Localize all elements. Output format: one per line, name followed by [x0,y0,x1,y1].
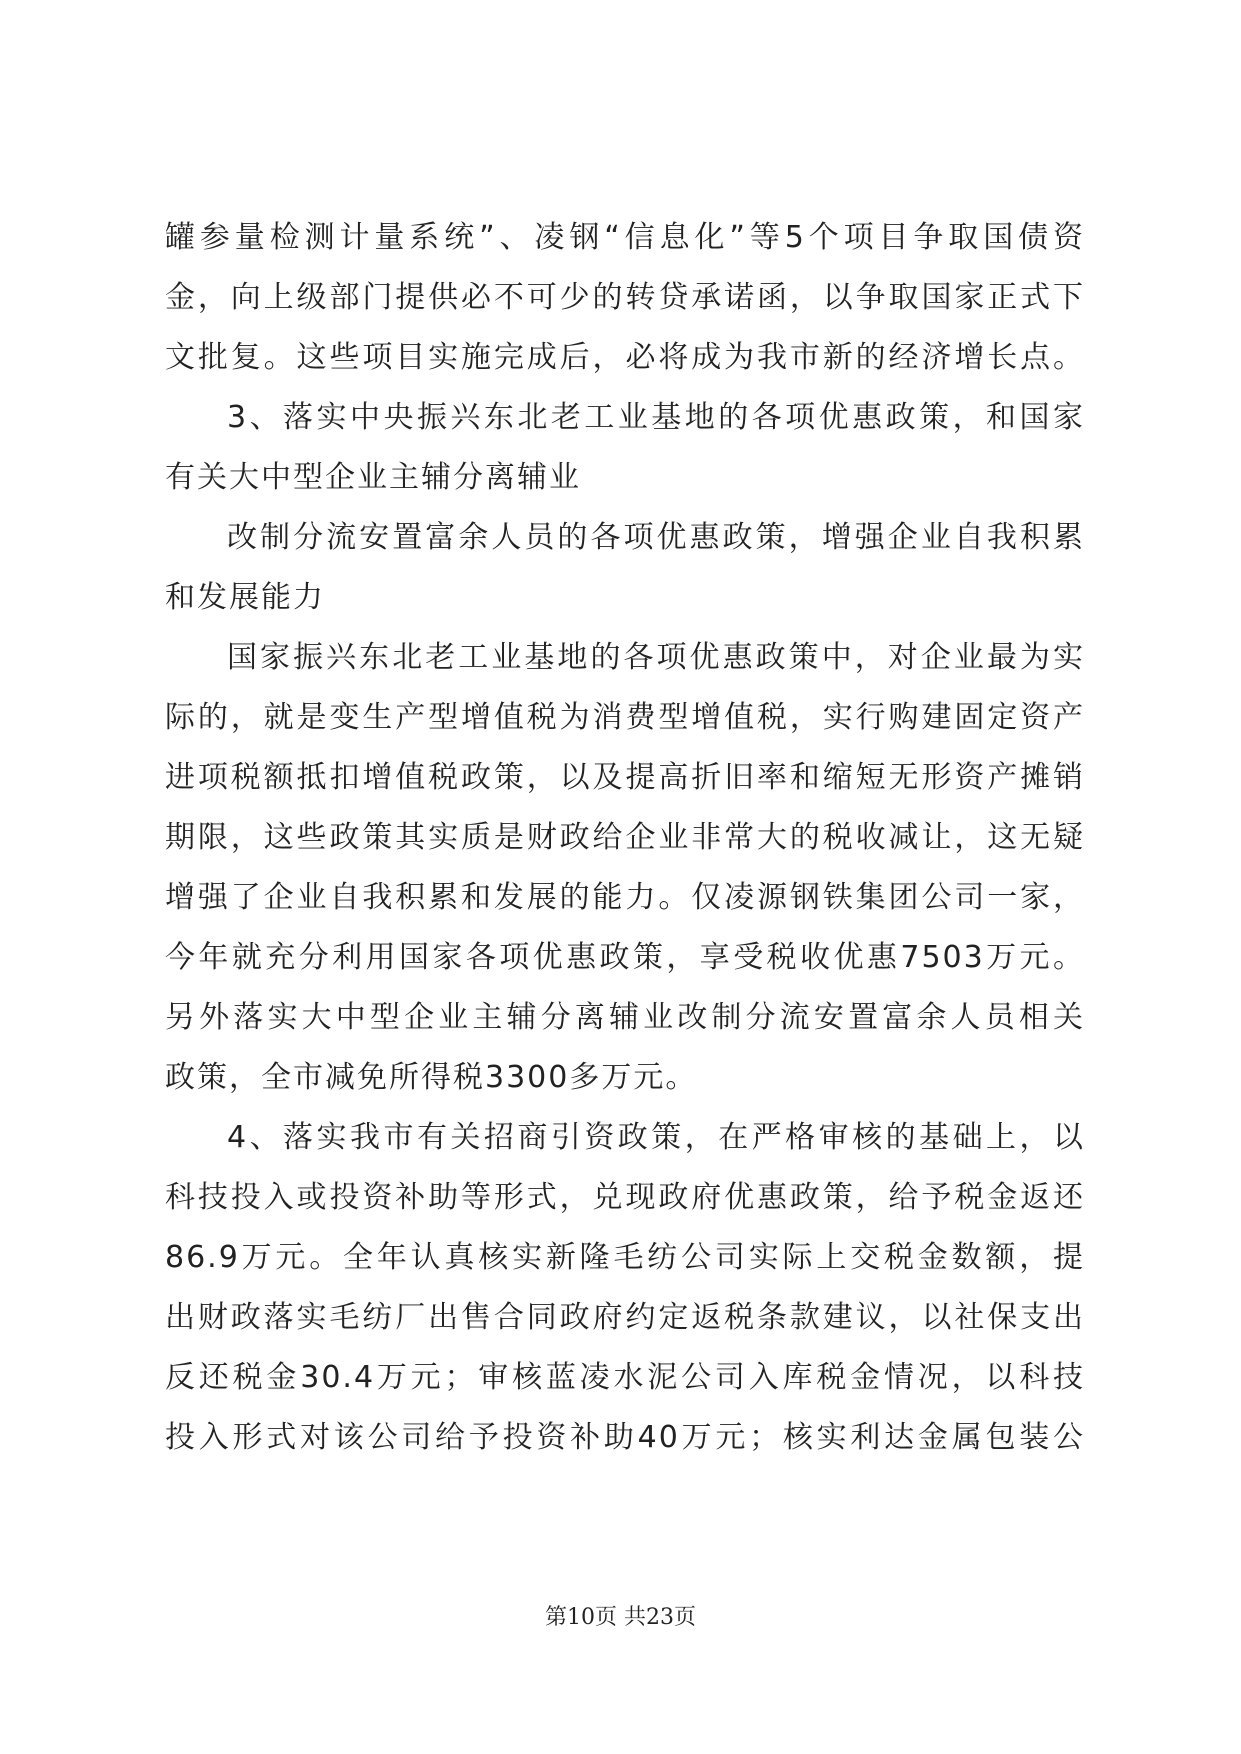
text-line: 罐参量检测计量系统”、凌钢“信息化”等5个项目争取国债资 [165,220,1085,255]
text-line: 改制分流安置富余人员的各项优惠政策，增强企业自我积累 [227,520,1085,555]
text-line: 进项税额抵扣增值税政策，以及提高折旧率和缩短无形资产摊销 [165,760,1085,795]
text-line: 期限，这些政策其实质是财政给企业非常大的税收减让，这无疑 [165,820,1085,855]
text-line: 反还税金30.4万元；审核蓝凌水泥公司入库税金情况，以科技 [165,1360,1085,1395]
text-line: 有关大中型企业主辅分离辅业 [165,460,581,495]
text-line: 86.9万元。全年认真核实新隆毛纺公司实际上交税金数额，提 [165,1240,1085,1275]
text-line: 金，向上级部门提供必不可少的转贷承诺函，以争取国家正式下 [165,280,1085,315]
text-line: 政策，全市减免所得税3300多万元。 [165,1060,698,1095]
text-line: 科技投入或投资补助等形式，兑现政府优惠政策，给予税金返还 [165,1180,1085,1215]
text-line: 和发展能力 [165,580,325,615]
text-line: 际的，就是变生产型增值税为消费型增值税，实行购建固定资产 [165,700,1085,735]
text-line: 文批复。这些项目实施完成后，必将成为我市新的经济增长点。 [165,340,1085,375]
page-number-footer: 第10页 共23页 [545,1605,696,1630]
text-line: 今年就充分利用国家各项优惠政策，享受税收优惠7503万元。 [165,940,1085,975]
text-line: 另外落实大中型企业主辅分离辅业改制分流安置富余人员相关 [165,1000,1085,1035]
text-line: 4、落实我市有关招商引资政策，在严格审核的基础上，以 [227,1120,1085,1155]
document-body [165,208,1085,1468]
text-line: 国家振兴东北老工业基地的各项优惠政策中，对企业最为实 [227,640,1085,675]
text-line: 投入形式对该公司给予投资补助40万元；核实利达金属包装公 [165,1420,1085,1455]
text-line: 增强了企业自我积累和发展的能力。仅凌源钢铁集团公司一家， [165,880,1085,915]
text-line: 3、落实中央振兴东北老工业基地的各项优惠政策，和国家 [227,400,1085,435]
text-line: 出财政落实毛纺厂出售合同政府约定返税条款建议，以社保支出 [165,1300,1085,1335]
